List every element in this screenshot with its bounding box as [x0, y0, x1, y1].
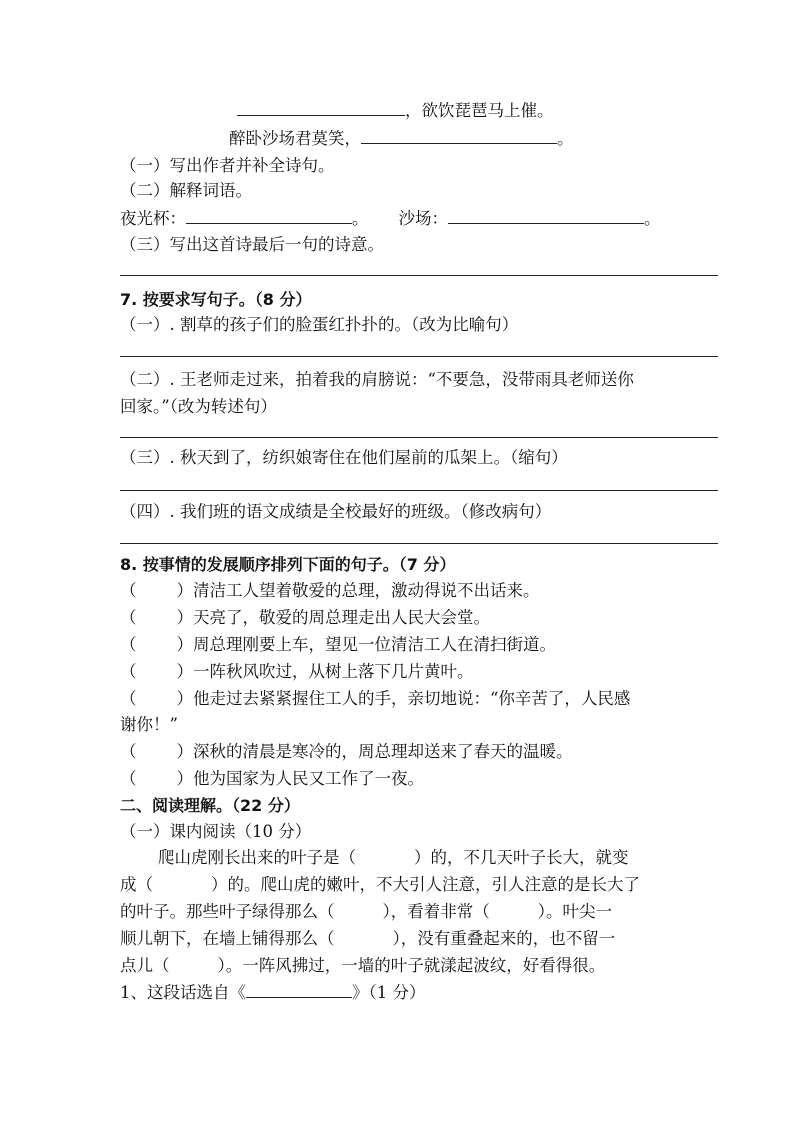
question-3: （三）写出这首诗最后一句的诗意。: [120, 235, 384, 254]
answer-blank[interactable]: [246, 982, 352, 998]
order-text: 深秋的清晨是寒冷的，周总理却送来了春天的温暖。: [193, 742, 573, 761]
passage-text: 的叶子。那些叶子绿得那么（: [120, 902, 335, 921]
answer-line[interactable]: [120, 275, 718, 276]
paren-open: （: [120, 635, 137, 654]
answer-blank[interactable]: [186, 208, 352, 224]
passage-text: ）的，不几天叶子长大，就变: [414, 848, 629, 867]
s7-item-1: （一）. 割草的孩子们的脸蛋红扑扑的。（改为比喻句）: [120, 315, 519, 334]
order-text-cont: 谢你！”: [120, 715, 178, 734]
poem-text: ，欲饮琵琶马上催。: [405, 101, 554, 120]
paren-open: （: [120, 608, 137, 627]
term-end: 。: [352, 209, 369, 228]
paren-open: （: [120, 581, 137, 600]
order-text: 他为国家为人民又工作了一夜。: [193, 769, 424, 788]
order-item: [120, 661, 474, 683]
passage-text: ），看着非常（: [382, 902, 490, 921]
order-item: [120, 634, 556, 656]
question-text: 1、这段话选自《: [120, 983, 246, 1002]
order-text: 周总理刚要上车，望见一位清洁工人在清扫街道。: [193, 635, 556, 654]
poem-text: 。: [557, 129, 574, 148]
s7-item-2-cont: 回家。”（改为转述句）: [120, 397, 277, 416]
term-row: [120, 208, 661, 230]
s7-item-2: （二）. 王老师走过来，拍着我的肩膀说：“不要急，没带雨具老师送你: [120, 370, 634, 389]
answer-line[interactable]: [120, 356, 718, 357]
answer-blank[interactable]: [361, 128, 557, 144]
passage-line: [120, 955, 605, 977]
reading-title: 二、阅读理解。（22 分）: [120, 796, 300, 815]
paren-close: ）: [176, 742, 193, 761]
s7-item-3: （三）. 秋天到了，纺织娘寄住在他们屋前的瓜架上。（缩句）: [120, 448, 568, 467]
paren-open: （: [120, 742, 137, 761]
paren-open: （: [120, 689, 137, 708]
passage-text: 顺儿朝下，在墙上铺得那么（: [120, 929, 335, 948]
passage-text: ）的。爬山虎的嫩叶，不大引人注意，引人注意的是长大了: [211, 875, 640, 894]
answer-blank[interactable]: [237, 100, 405, 116]
term-end: 。: [644, 209, 661, 228]
poem-line-1: [237, 100, 554, 122]
passage-text: 点儿（: [120, 956, 170, 975]
question-text: 》（1 分）: [352, 983, 426, 1002]
reading-subtitle: （一）课内阅读（10 分）: [120, 822, 312, 841]
passage-text: ）。叶尖一: [537, 902, 612, 921]
passage-line: [120, 928, 615, 950]
section-8-title: 8. 按事情的发展顺序排列下面的句子。（7 分）: [120, 555, 456, 574]
order-item: [120, 688, 630, 710]
paren-close: ）: [176, 689, 193, 708]
paren-open: （: [120, 769, 137, 788]
order-item: [120, 607, 490, 629]
question-1: （一）写出作者并补全诗句。: [120, 156, 335, 175]
paren-open: （: [120, 662, 137, 681]
passage-line: [120, 901, 612, 923]
answer-line[interactable]: [120, 437, 718, 438]
passage-line: [120, 874, 640, 896]
paren-close: ）: [176, 662, 193, 681]
section-7-title: 7. 按要求写句子。（8 分）: [120, 290, 312, 309]
term-label: 夜光杯：: [120, 209, 186, 228]
term-label: 沙场：: [398, 209, 448, 228]
paren-close: ）: [176, 769, 193, 788]
paren-close: ）: [176, 608, 193, 627]
question-2: （二）解释词语。: [120, 181, 252, 200]
order-text: 清洁工人望着敬爱的总理，激动得说不出话来。: [193, 581, 540, 600]
order-text: 一阵秋风吹过，从树上落下几片黄叶。: [193, 662, 474, 681]
order-item: [120, 741, 573, 763]
order-text: 他走过去紧紧握住工人的手，亲切地说：“你辛苦了，人民感: [193, 689, 631, 708]
passage-text: 爬山虎刚长出来的叶子是（: [158, 848, 356, 867]
s7-item-4: （四）. 我们班的语文成绩是全校最好的班级。（修改病句）: [120, 502, 552, 521]
reading-q1: [120, 982, 426, 1004]
paren-close: ）: [176, 581, 193, 600]
passage-line: [158, 847, 629, 869]
poem-text: 醉卧沙场君莫笑，: [229, 129, 361, 148]
paren-close: ）: [176, 635, 193, 654]
poem-line-2: [229, 128, 574, 150]
answer-blank[interactable]: [448, 208, 644, 224]
passage-text: 成（: [120, 875, 153, 894]
answer-line[interactable]: [120, 490, 718, 491]
passage-text: ），没有重叠起来的，也不留一: [392, 929, 616, 948]
passage-text: ）。一阵风拂过，一墙的叶子就漾起波纹，好看得很。: [217, 956, 606, 975]
answer-line[interactable]: [120, 543, 718, 544]
order-item: [120, 768, 424, 790]
order-item: [120, 580, 540, 602]
order-text: 天亮了，敬爱的周总理走出人民大会堂。: [193, 608, 490, 627]
